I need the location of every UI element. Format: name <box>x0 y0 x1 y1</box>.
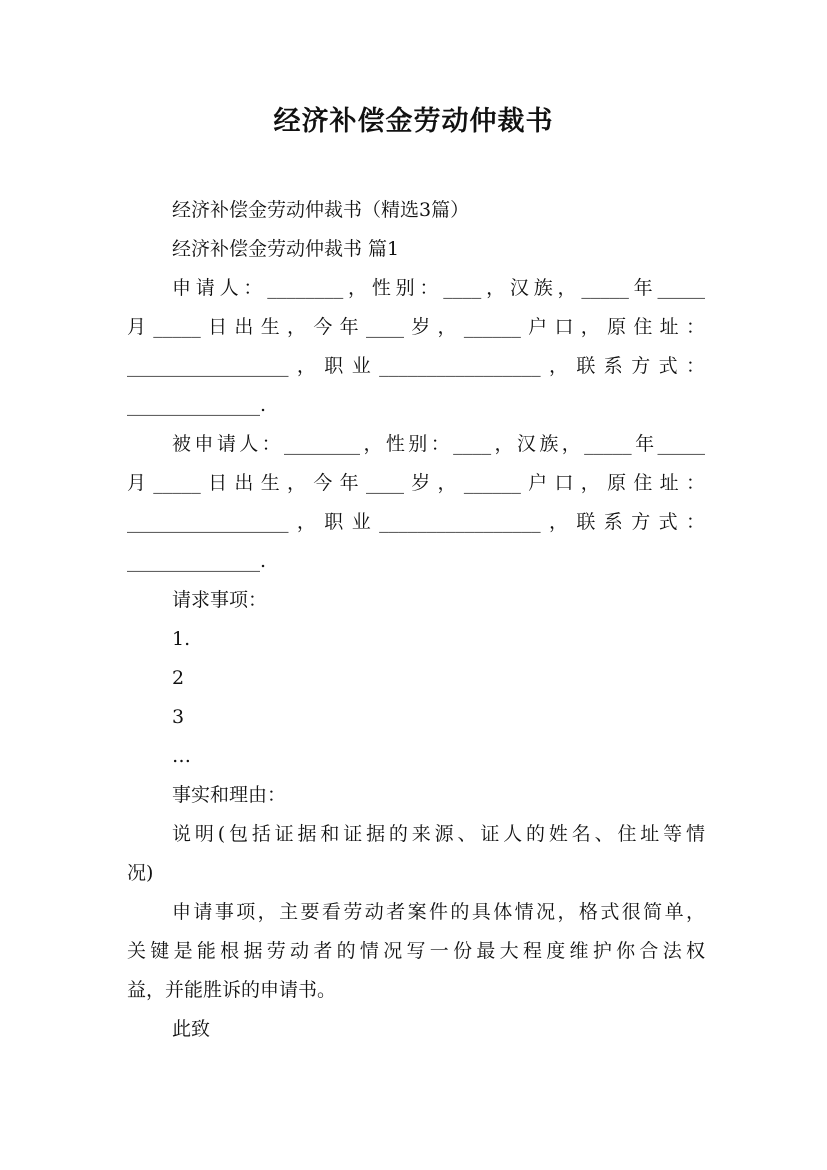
section-heading: 经济补偿金劳动仲裁书 篇1 <box>172 238 400 260</box>
claim-item: 1. <box>172 628 191 650</box>
document-title: 经济补偿金劳动仲裁书 <box>273 106 554 137</box>
note-line-2: 关键是能根据劳动者的情况写一份最大程度维护你合法权 <box>127 940 705 962</box>
respondent-line-3: _________________，职业_________________，联系方式： <box>127 511 705 533</box>
note-line-1: 申请事项，主要看劳动者案件的具体情况，格式很简单， <box>172 901 705 923</box>
claim-item: … <box>172 745 191 767</box>
claim-item: 2 <box>172 667 185 689</box>
facts-description-line-1: 说明(包括证据和证据的来源、证人的姓名、住址等情 <box>172 823 705 845</box>
applicant-line-3: _________________，职业_________________，联系方式： <box>127 355 705 377</box>
closing-text: 此致 <box>172 1018 211 1040</box>
respondent-line-4: ______________. <box>127 550 267 572</box>
facts-heading: 事实和理由： <box>172 784 287 806</box>
document-subtitle: 经济补偿金劳动仲裁书（精选3篇） <box>172 199 470 221</box>
applicant-line-4: ______________. <box>127 394 267 416</box>
respondent-line-1: 被申请人：________，性别：____，汉族，_____年_____ <box>172 433 705 455</box>
applicant-line-2: 月_____日出生，今年____岁，______户口，原住址： <box>127 316 705 338</box>
claims-heading: 请求事项： <box>172 589 268 611</box>
applicant-line-1: 申请人：________，性别：____，汉族，_____年_____ <box>172 277 705 299</box>
facts-description-line-2: 况) <box>127 862 154 884</box>
respondent-line-2: 月_____日出生，今年____岁，______户口，原住址： <box>127 472 705 494</box>
claim-item: 3 <box>172 706 185 728</box>
note-line-3: 益，并能胜诉的申请书。 <box>127 979 337 1001</box>
